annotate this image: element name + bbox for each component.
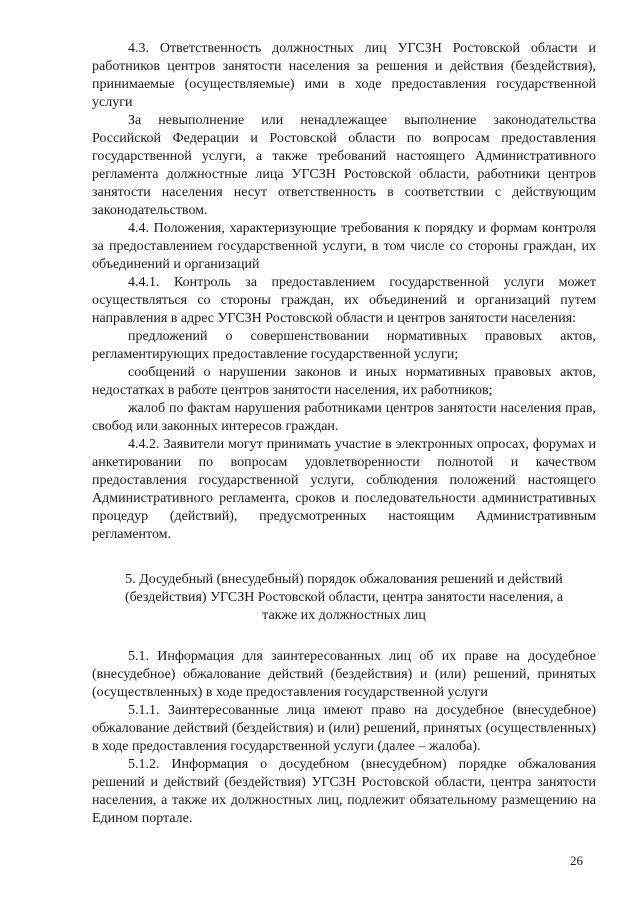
paragraph-5-1: 5.1. Информация для заинтересованных лиц об их праве на досудебное (внесудебное) обжалование действий (бездействия) и (или) решений, принятых (осуществленных) в ходе предоставления государственной услуги	[92, 649, 596, 700]
paragraph-5-1-1: 5.1.1. Заинтересованные лица имеют право на досудебное (внесудебное) обжалование действий (бездействия) и (или) решений, принятых (осуществленных) в ходе предоставления государственной услуги (далее – жалоба).	[92, 703, 596, 754]
paragraph-responsibility: За невыполнение или ненадлежащее выполнение законодательства Российской Федерации и Ростовской области по вопросам предоставления государственной услуги, а также требований настоящего Административного регламента должностные лица УГСЗН Ростовской области, работники центров занятости населения несут ответственность в соответствии с действующим законодательством.	[92, 113, 596, 218]
paragraph-reports: сообщений о нарушении законов и иных нормативных правовых актов, недостатках в работе центров занятости населения, их работников;	[92, 365, 596, 398]
paragraph-5-1-2: 5.1.2. Информация о досудебном (внесудебном) порядке обжалования решений и действий (бездействия) УГСЗН Ростовской области, центра занятости населения, а также их должностных лиц, подлежит обязательному размещению на Едином портале.	[92, 757, 596, 826]
section-5-heading: 5. Досудебный (внесудебный) порядок обжалования решений и действий (бездействия) УГСЗН Ростовской области, центра занятости населения, а также их должностных лиц	[124, 572, 564, 623]
paragraph-4-4-1: 4.4.1. Контроль за предоставлением государственной услуги может осуществляться со стороны граждан, их объединений и организаций путем направления в адрес УГСЗН Ростовской области и центров занятости населения:	[92, 275, 596, 326]
page-number: 26	[570, 853, 583, 868]
document-page	[92, 40, 596, 828]
paragraph-4-4-2: 4.4.2. Заявители могут принимать участие в электронных опросах, форумах и анкетировании по вопросам удовлетворенности полнотой и качеством предоставления государственной услуги, соблюдения положений настоящего Административного регламента, сроков и последовательности административных процедур (действий), предусмотренных настоящим Административным регламентом.	[92, 437, 596, 542]
paragraph-complaints: жалоб по фактам нарушения работниками центров занятости населения прав, свобод или законных интересов граждан.	[92, 401, 596, 434]
paragraph-4-3: 4.3. Ответственность должностных лиц УГСЗН Ростовской области и работников центров занятости населения за решения и действия (бездействия), принимаемые (осуществляемые) ими в ходе предоставления государственной услуги	[92, 41, 596, 110]
paragraph-4-4: 4.4. Положения, характеризующие требования к порядку и формам контроля за предоставлением государственной услуги, в том числе со стороны граждан, их объединений и организаций	[92, 221, 596, 272]
paragraph-proposals: предложений о совершенствовании нормативных правовых актов, регламентирующих предоставление государственной услуги;	[92, 329, 596, 362]
